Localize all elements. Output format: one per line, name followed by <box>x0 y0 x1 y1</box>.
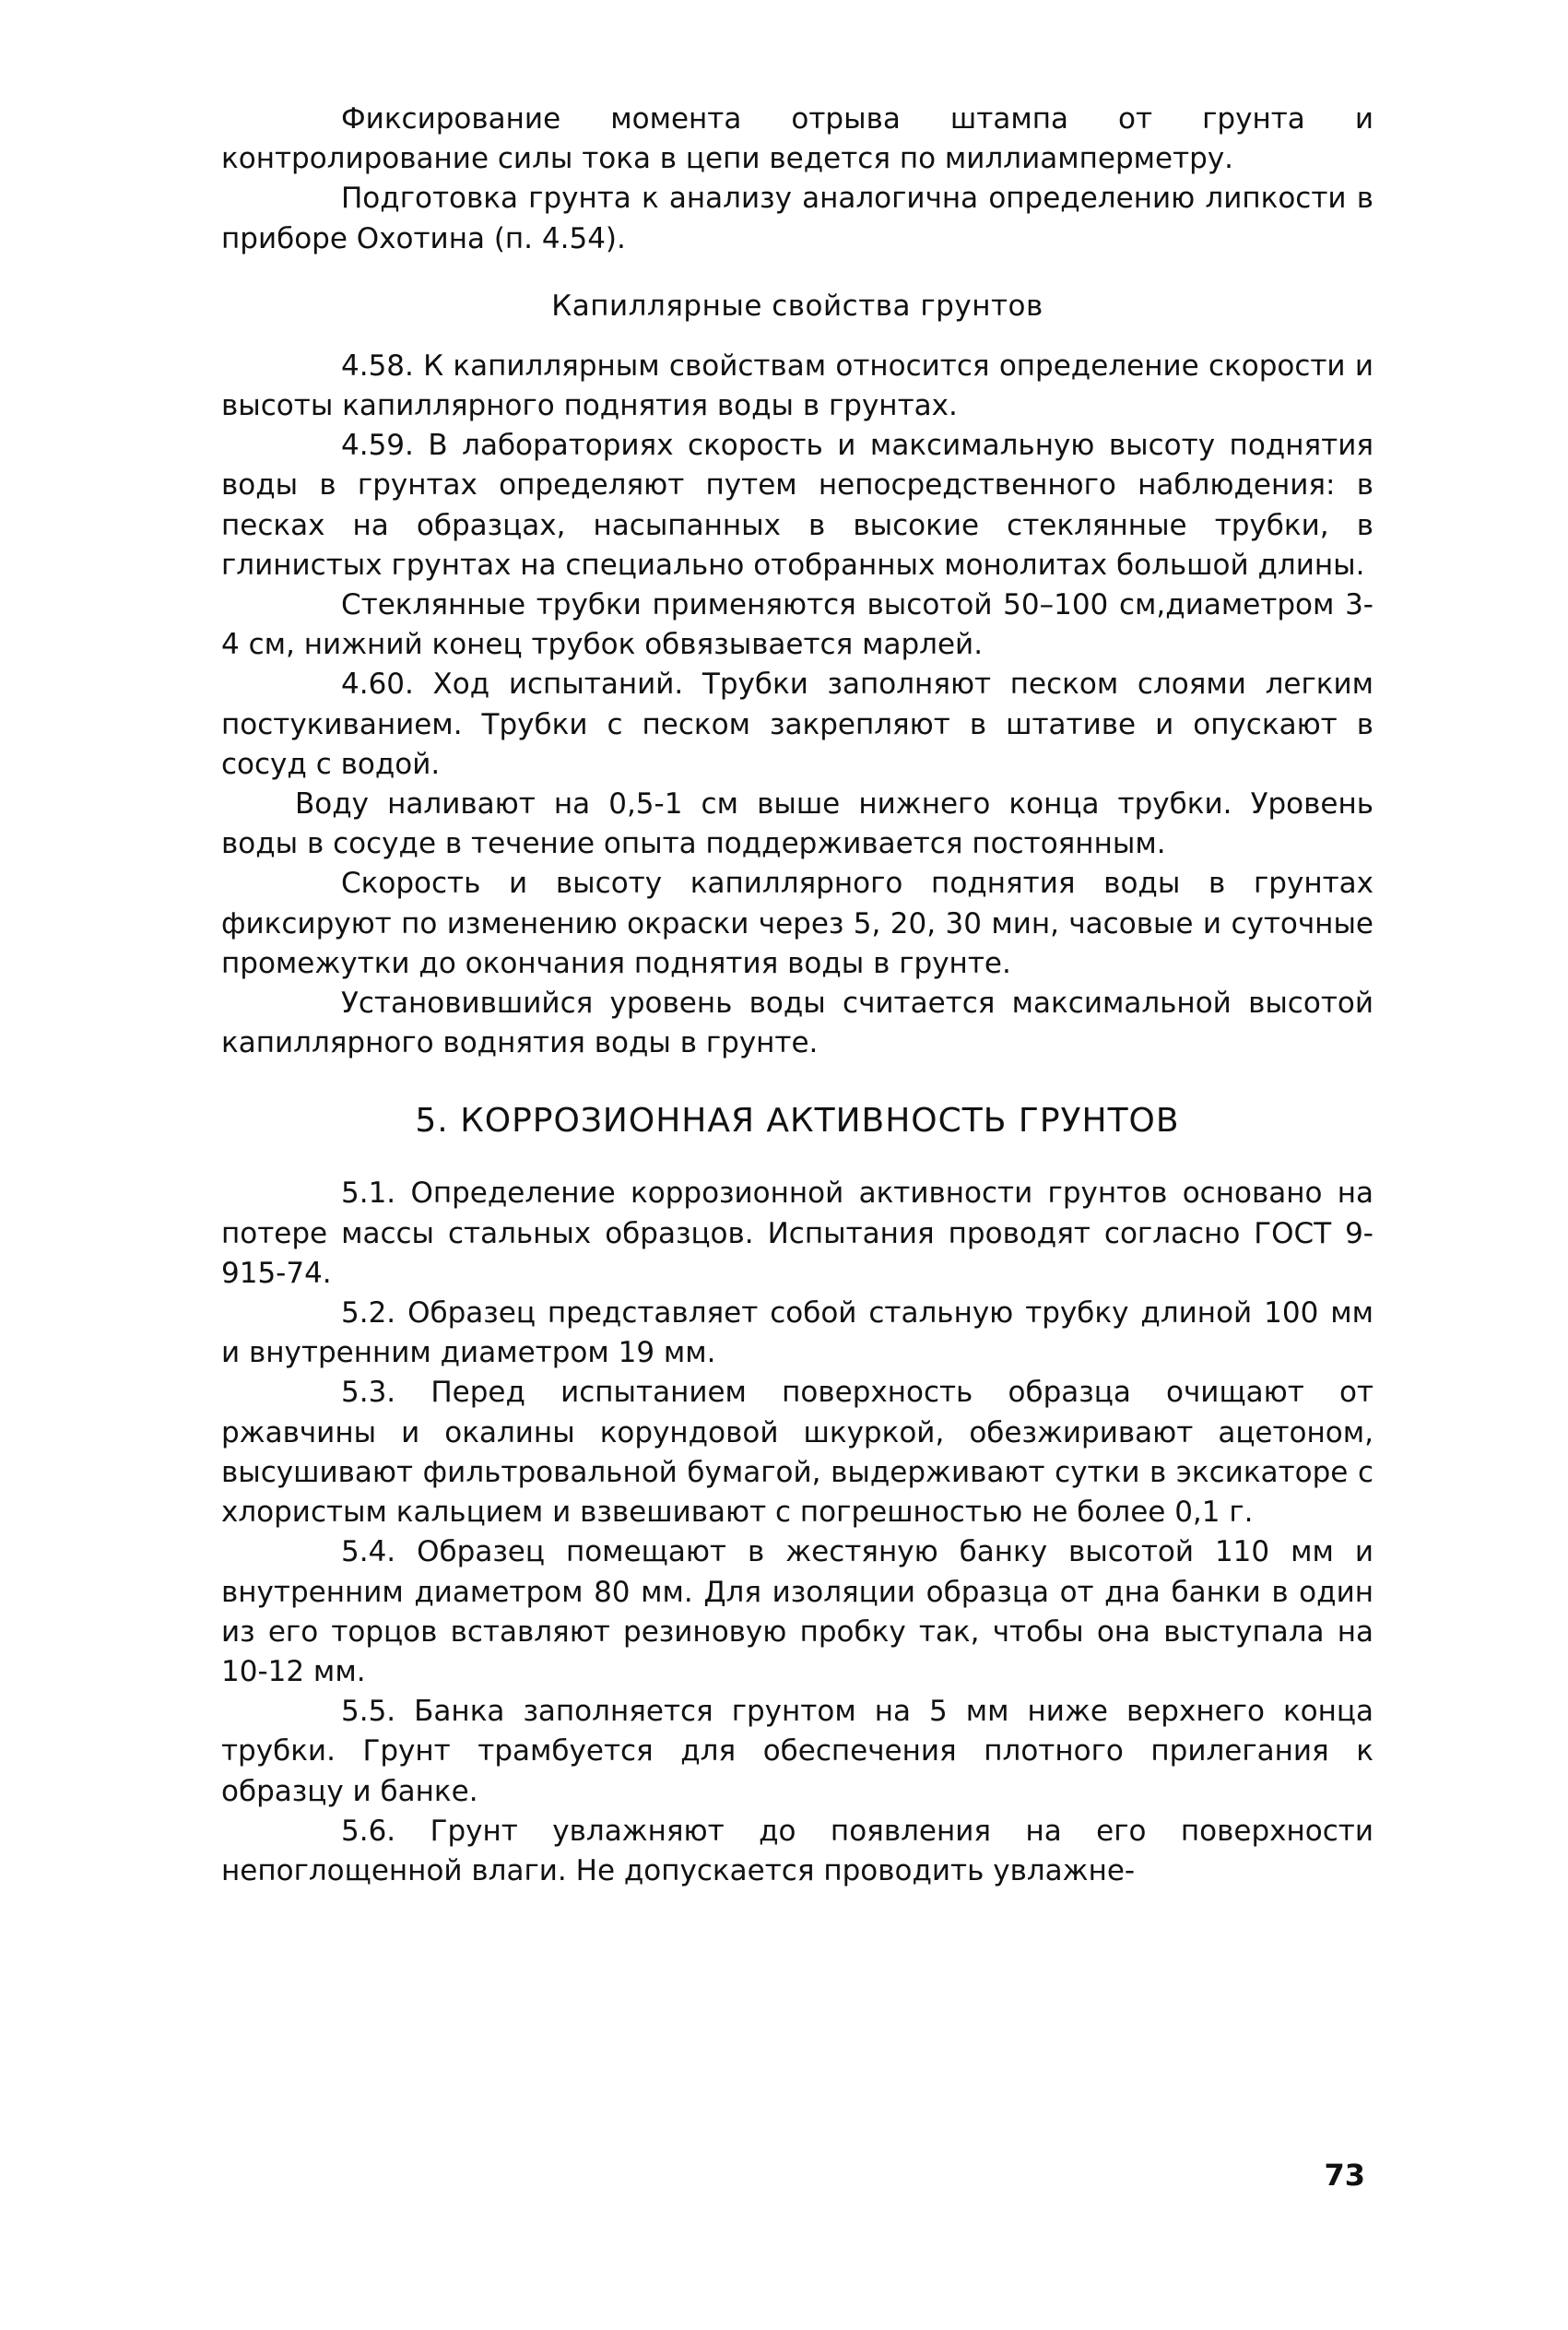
page-number: 73 <box>1324 2158 1365 2193</box>
paragraph-5-6: 5.6. Грунт увлажняют до появления на его поверхности непоглощенной влаги. Не допускается проводить увлажне- <box>221 1814 1373 1887</box>
paragraph-5-2: 5.2. Образец представляет собой стальную трубку длиной 100 мм и внутренним диаметром 19 мм. <box>221 1296 1373 1370</box>
paragraph-5-3: 5.3. Перед испытанием поверхность образца очищают от ржавчины и окалины корундовой шкуркой, обезжиривают ацетоном, высушивают фильтровальной бумагой, выдерживают сутки в эксикаторе с хлористым кальцием и взвешивают с погрешностью не более 0,1 г. <box>221 1376 1373 1530</box>
paragraph-4-60: 4.60. Ход испытаний. Трубки заполняют песком слоями легким постукиванием. Трубки с песком закрепляют в штативе и опускают в сосуд с водой. <box>221 668 1373 781</box>
page-text <box>221 100 1373 1891</box>
paragraph-glass-tubes: Стеклянные трубки применяются высотой 50–100 см,диаметром 3-4 см, нижний конец трубок обвязывается марлей. <box>221 588 1373 662</box>
paragraph-water-level: Воду наливают на 0,5-1 см выше нижнего конца трубки. Уровень воды в сосуде в течение опыта поддерживается постоянным. <box>221 787 1373 861</box>
corrosion-section-heading: 5. КОРРОЗИОННАЯ АКТИВНОСТЬ ГРУНТОВ <box>415 1102 1180 1141</box>
paragraph-milliammeter: Фиксирование момента отрыва штампа от грунта и контролирование силы тока в цепи ведется по миллиамперметру. <box>221 102 1373 176</box>
paragraph-5-5: 5.5. Банка заполняется грунтом на 5 мм ниже верхнего конца трубки. Грунт трамбуется для обеспечения плотного прилегания к образцу и банке. <box>221 1695 1373 1808</box>
paragraph-soil-preparation: Подготовка грунта к анализу аналогична определению липкости в приборе Охотина (п. 4.54). <box>221 182 1373 255</box>
paragraph-4-59: 4.59. В лабораториях скорость и максимальную высоту поднятия воды в грунтах определяют путем непосредственного наблюдения: в песках на образцах, насыпанных в высокие стеклянные трубки, в глинистых грунтах на специально отобранных монолитах большой длины. <box>221 429 1373 582</box>
paragraph-5-1: 5.1. Определение коррозионной активности грунтов основано на потере массы стальных образцов. Испытания проводят согласно ГОСТ 9-915-74. <box>221 1177 1373 1290</box>
paragraph-4-58: 4.58. К капиллярным свойствам относится определение скорости и высоты капиллярного поднятия воды в грунтах. <box>221 349 1373 423</box>
paragraph-max-height: Установившийся уровень воды считается максимальной высотой капиллярного воднятия воды в грунте. <box>221 987 1373 1060</box>
paragraph-rise-speed: Скорость и высоту капиллярного поднятия воды в грунтах фиксируют по изменению окраски через 5, 20, 30 мин, часовые и суточные промежутки до окончания поднятия воды в грунте. <box>221 867 1373 980</box>
capillary-section-heading: Капиллярные свойства грунтов <box>551 289 1043 323</box>
paragraph-5-4: 5.4. Образец помещают в жестяную банку высотой 110 мм и внутренним диаметром 80 мм. Для изоляции образца от дна банки в один из его торцов вставляют резиновую пробку так, чтобы она выступала на 10-12 мм. <box>221 1535 1373 1688</box>
